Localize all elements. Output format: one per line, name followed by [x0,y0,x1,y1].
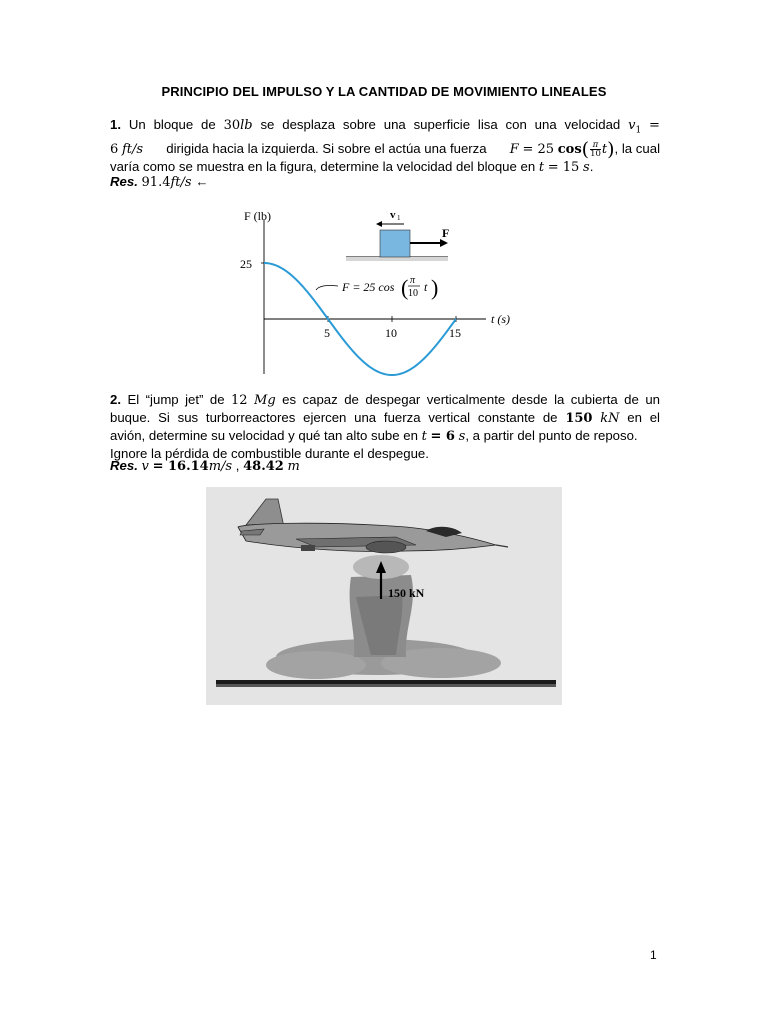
problem-2-answer: Res. v = 16.14m/s , 48.42 m [110,458,300,474]
jump-jet-figure [206,487,562,705]
page-number: 1 [650,948,657,962]
force-arrow-head [440,239,448,247]
page-title: PRINCIPIO DEL IMPULSO Y LA CANTIDAD DE MOVIMIENTO LINEALES [161,84,607,99]
rear-nozzle [301,545,315,551]
svg-text:): ) [431,275,439,300]
force-time-graph [228,202,528,384]
curve-label-leader [316,286,338,291]
pi-over-10-fraction: $\frac{\pi}{10}$ [590,139,601,159]
problem-1-line-1: 1. Un bloque de 30lb se desplaza sobre una superficie lisa con una velocidad $v_1$ = [110,117,660,136]
problem-2-text [110,391,660,462]
problem-1-answer: Res. 91.4ft/s ← [110,174,209,190]
svg-text:10: 10 [408,288,418,299]
velocity-arrow-head [376,221,382,227]
svg-text:(: ( [401,275,409,300]
y-tick-label: 25 [240,257,252,271]
block [380,230,410,257]
problem-2-line-3: avión, determine su velocidad y qué tan alto sube en t = 6 s, a partir del punto de reposo. [110,428,638,444]
problem-1-line-3: varía como se muestra en la figura, determine la velocidad del bloque en t = 15 s. [110,158,594,175]
x-tick-label-5: 5 [324,326,330,340]
svg-text:t: t [424,280,428,294]
problem-1-text [110,116,660,176]
velocity-label-sub: 1 [397,214,401,222]
y-axis-label: F (lb) [244,209,271,223]
svg-text:F = 25 cos: F = 25 cos [342,280,395,294]
velocity-label: v [390,209,396,221]
x-tick-label-15: 15 [449,326,461,340]
ground-hatch [346,257,448,261]
ship-deck [216,680,556,684]
svg-text:π: π [410,275,416,286]
problem-1-number: 1. [110,117,121,132]
problem-1-line-2: 6 ft/s dirigida hacia la izquierda. Si sobre el actúa una fuerza F = 25 cos( $\frac{\pi}{10}$ t), la cual [110,138,660,161]
x-tick-label-10: 10 [385,326,397,340]
force-label: F [442,226,450,240]
thrust-label: 150 kN [388,586,425,600]
engine-nozzle [366,541,406,553]
problem-2-line-1: 2. El “jump jet” de 12 Mg es capaz de despegar verticalmente desde la cubierta de un [110,392,660,408]
x-axis-label: t (s) [491,312,510,326]
problem-2-number: 2. [110,392,121,407]
problem-2-line-4: Ignore la pérdida de combustible durante el despegue. [110,446,429,461]
block-diagram [346,209,449,261]
curve-label [341,275,438,300]
problem-2-line-2: buque. Si sus turborreactores ejercen una fuerza vertical constante de 150 kN en el [110,410,660,426]
